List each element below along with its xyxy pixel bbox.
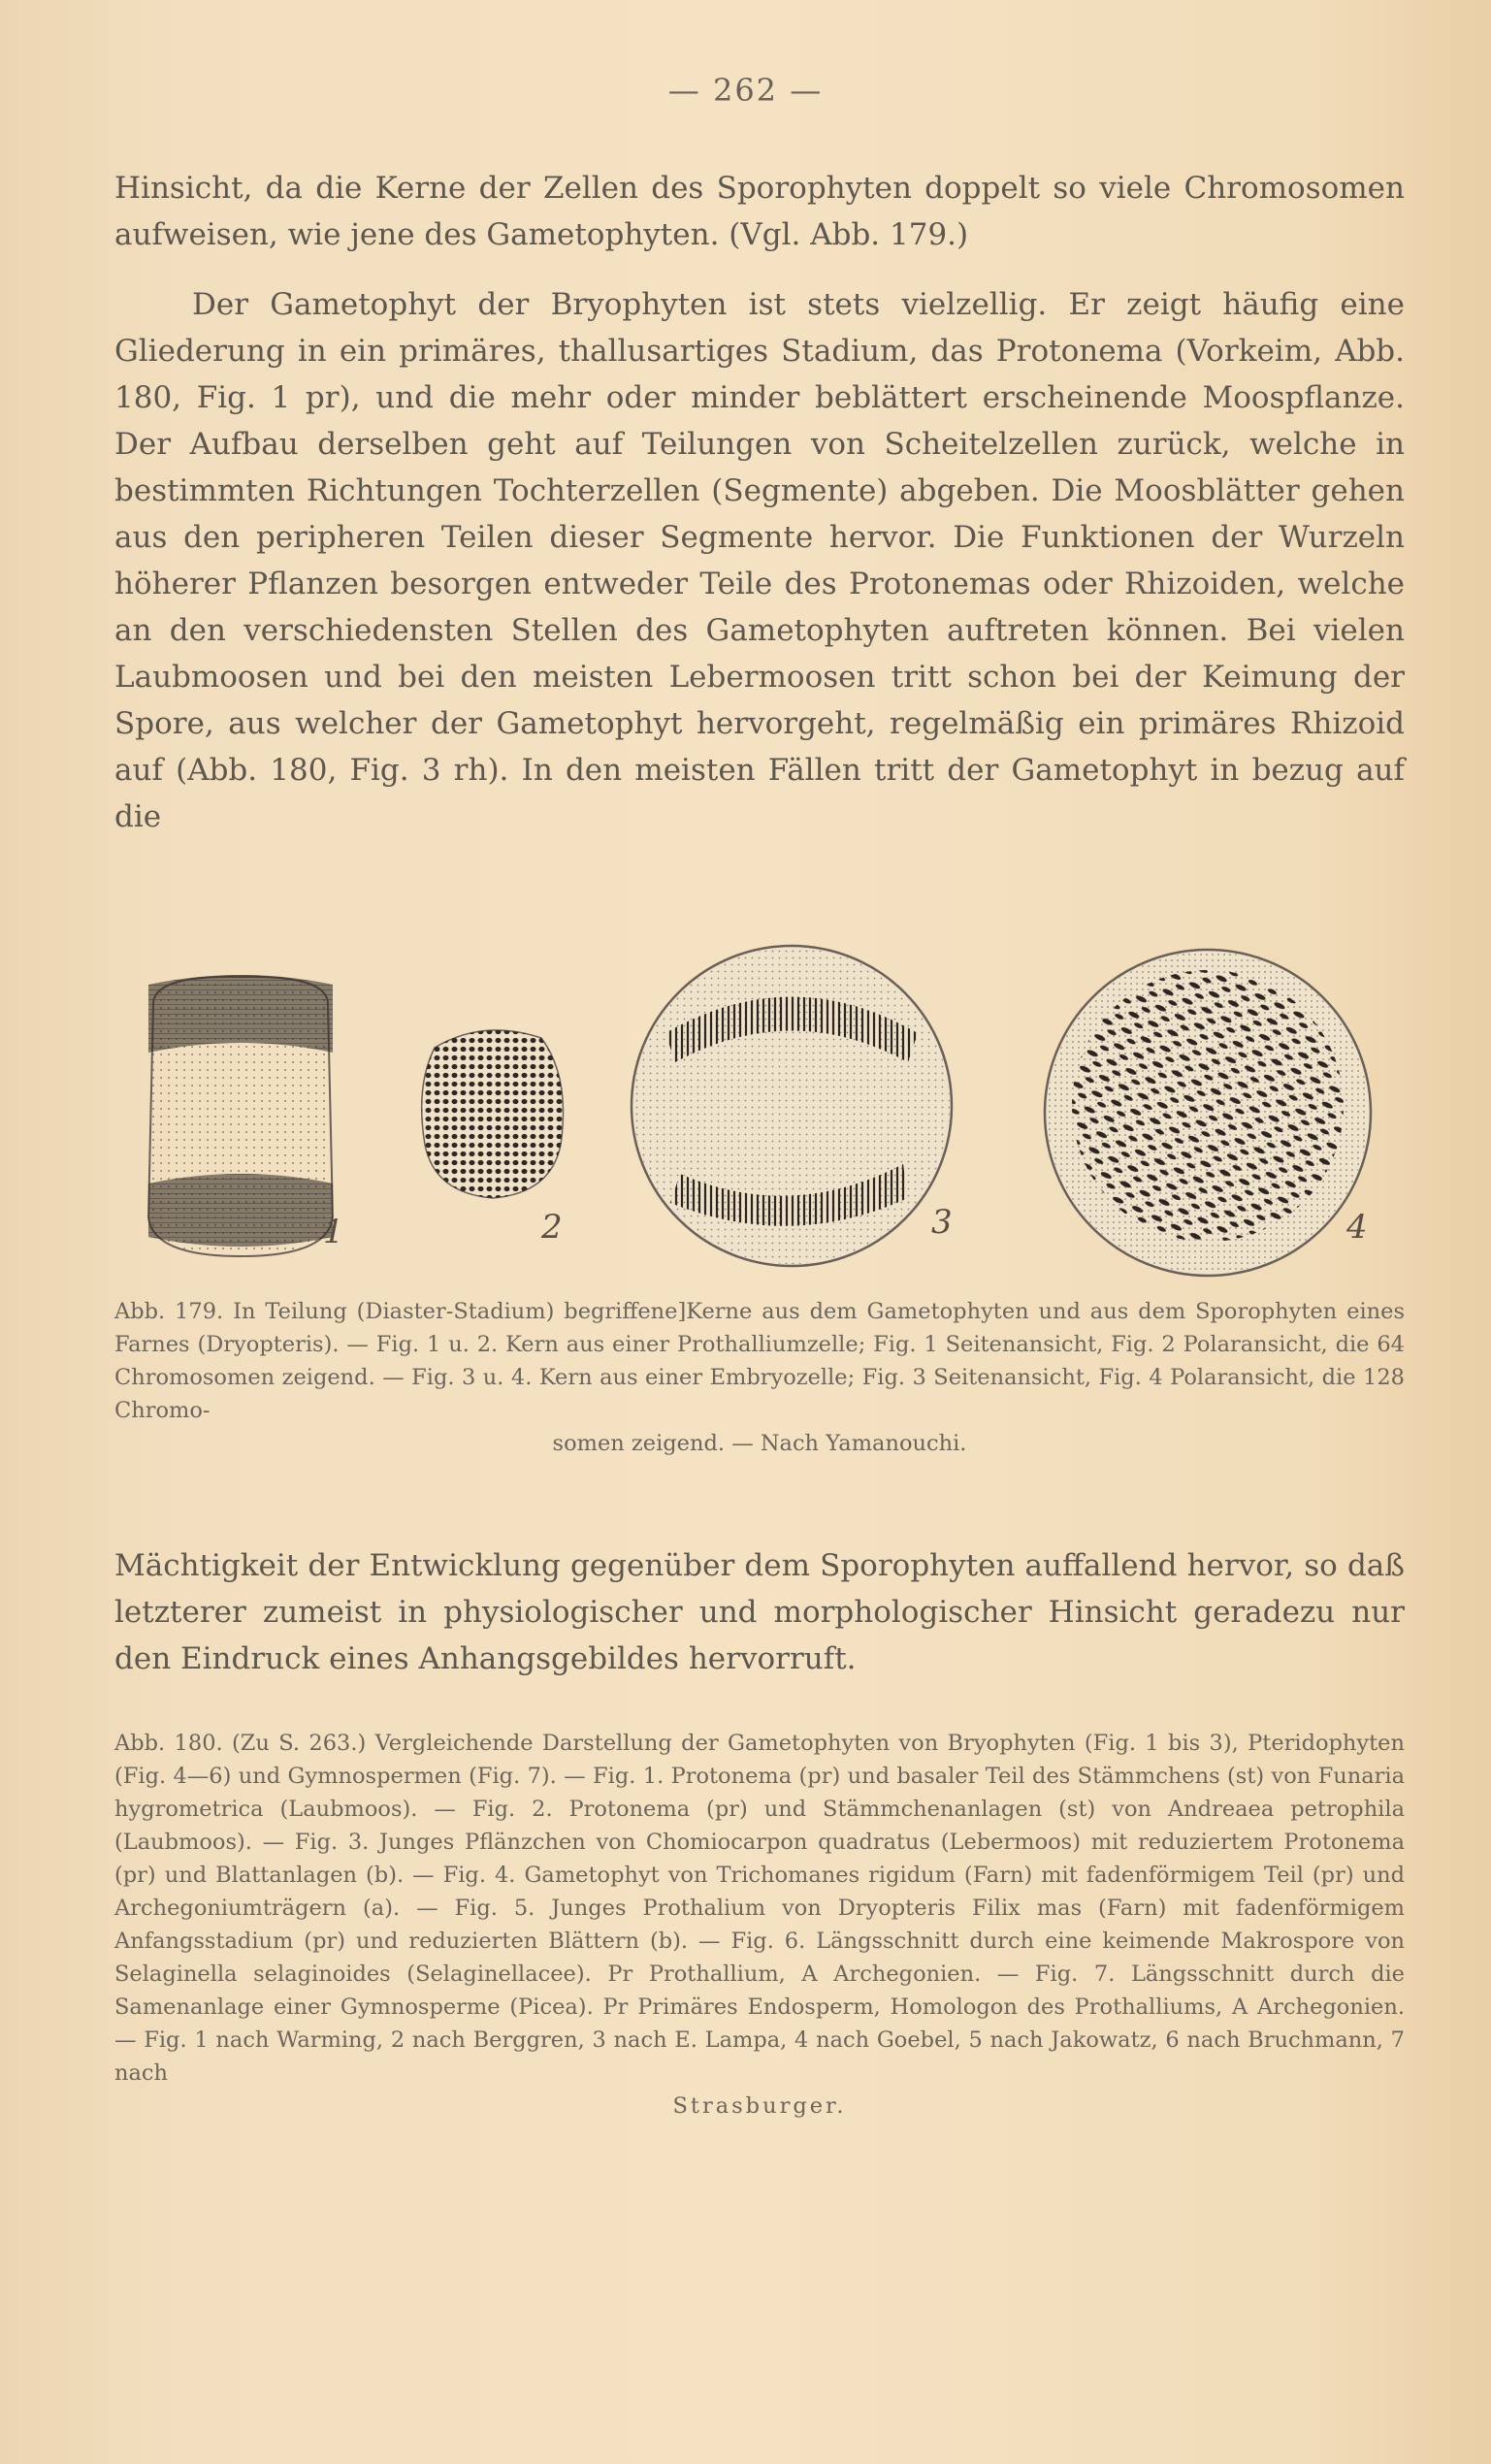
figure-180-caption-end: Strasburger. <box>672 2093 847 2119</box>
paragraph-3 <box>114 1542 1405 1682</box>
paragraph-1-text: Hinsicht, da die Kerne der Zellen des Sporophyten doppelt so viele Chromosomen aufweisen, wie jene des Gametophyten. (Vgl. Abb. 179.) <box>114 171 1405 252</box>
figure-label-3: 3 <box>931 1203 953 1242</box>
figure-label-2: 2 <box>541 1208 563 1247</box>
nucleus-embryo-side-view-illustration <box>627 941 956 1271</box>
figure-179 <box>114 888 1405 1281</box>
paragraph-3-text: Mächtigkeit der Entwicklung gegenüber dem Sporophyten auffallend hervor, so daß letzterer zumeist in physiologischer und morphologischer Hinsicht geradezu nur den Eindruck eines Anhangsgebildes hervorruft. <box>114 1548 1405 1676</box>
paragraph-2-text: Der Gametophyt der Bryophyten ist stets vielzellig. Er zeigt häufig eine Gliederung in ein primäres, thallusartiges Stadium, das Protonema (Vorkeim, Abb. 180, Fig. 1 pr), und die mehr oder minder beblättert erscheinende Moospflanze. Der Aufbau derselben geht auf Teilungen von Scheitelzellen zurück, welche in bestimmten Richtungen Tochterzellen (Segmente) abgeben. Die Moosblätter gehen aus den peripheren Teilen dieser Segmente hervor. Die Funktionen der Wurzeln höherer Pflanzen besorgen entweder Teile des Protonemas oder Rhizoiden, welche an den verschiedensten Stellen des Gametophyten auftreten können. Bei vielen Laubmoosen und bei den meisten Lebermoosen tritt schon bei der Keimung der Spore, aus welcher der Gametophyt hervorgeht, regelmäßig ein primäres Rhizoid auf (Abb. 180, Fig. 3 rh). In den meisten Fällen tritt der Gametophyt in bezug auf die <box>114 287 1405 834</box>
figure-179-caption-end: somen zeigend. — Nach Yamanouchi. <box>552 1431 967 1456</box>
nucleus-side-view-illustration <box>134 965 342 1266</box>
figure-179-caption-body: Abb. 179. In Teilung (Diaster-Stadium) begriffene]Kerne aus dem Gametophyten und aus dem Sporophyten eines Farnes (Dryopteris). — Fig. 1 u. 2. Kern aus einer Prothalliumzelle; Fig. 1 Seitenansicht, Fig. 2 Polaransicht, die 64 Chromosomen zeigend. — Fig. 3 u. 4. Kern aus einer Embryozelle; Fig. 3 Seitenansicht, Fig. 4 Polaransicht, die 128 Chromo- <box>114 1299 1405 1423</box>
figure-180-caption-body: Abb. 180. (Zu S. 263.) Vergleichende Darstellung der Gametophyten von Bryophyten (Fig. 1 bis 3), Pteridophyten (Fig. 4—6) und Gymnospermen (Fig. 7). — Fig. 1. Protonema (pr) und basaler Teil des Stämmchens (st) von Funaria hygrometrica (Laubmoos). — Fig. 2. Protonema (pr) und Stämmchenanlagen (st) von Andreaea petrophila (Laubmoos). — Fig. 3. Junges Pflänzchen von Chomiocarpon quadratus (Lebermoos) mit reduziertem Protonema (pr) und Blattanlagen (b). — Fig. 4. Gametophyt von Trichomanes rigidum (Farn) mit fadenförmigem Teil (pr) und Archegoniumträgern (a). — Fig. 5. Junges Prothalium von Dryopteris Filix mas (Farn) mit fadenförmigem Anfangsstadium (pr) und reduzierten Blättern (b). — Fig. 6. Längsschnitt durch eine keimende Makrospore von Selaginella selaginoides (Selaginellacee). Pr Prothallium, A Archegonien. — Fig. 7. Längsschnitt durch die Samenanlage einer Gymnosperme (Picea). Pr Primäres Endosperm, Homologon des Prothalliums, A Archegonien. — Fig. 1 nach Warming, 2 nach Berggren, 3 nach E. Lampa, 4 nach Goebel, 5 nach Jakowatz, 6 nach Bruchmann, 7 nach <box>114 1731 1405 2086</box>
figure-180-caption <box>114 1727 1405 2123</box>
nucleus-embryo-polar-view-illustration <box>1041 946 1376 1281</box>
figure-label-1: 1 <box>323 1213 344 1251</box>
paragraph-2 <box>114 281 1405 840</box>
page-number: — 262 — <box>667 72 824 109</box>
nucleus-polar-view-illustration <box>415 1019 570 1203</box>
paragraph-1 <box>114 165 1405 258</box>
figure-179-caption <box>114 1295 1405 1460</box>
figure-label-4: 4 <box>1346 1208 1368 1247</box>
